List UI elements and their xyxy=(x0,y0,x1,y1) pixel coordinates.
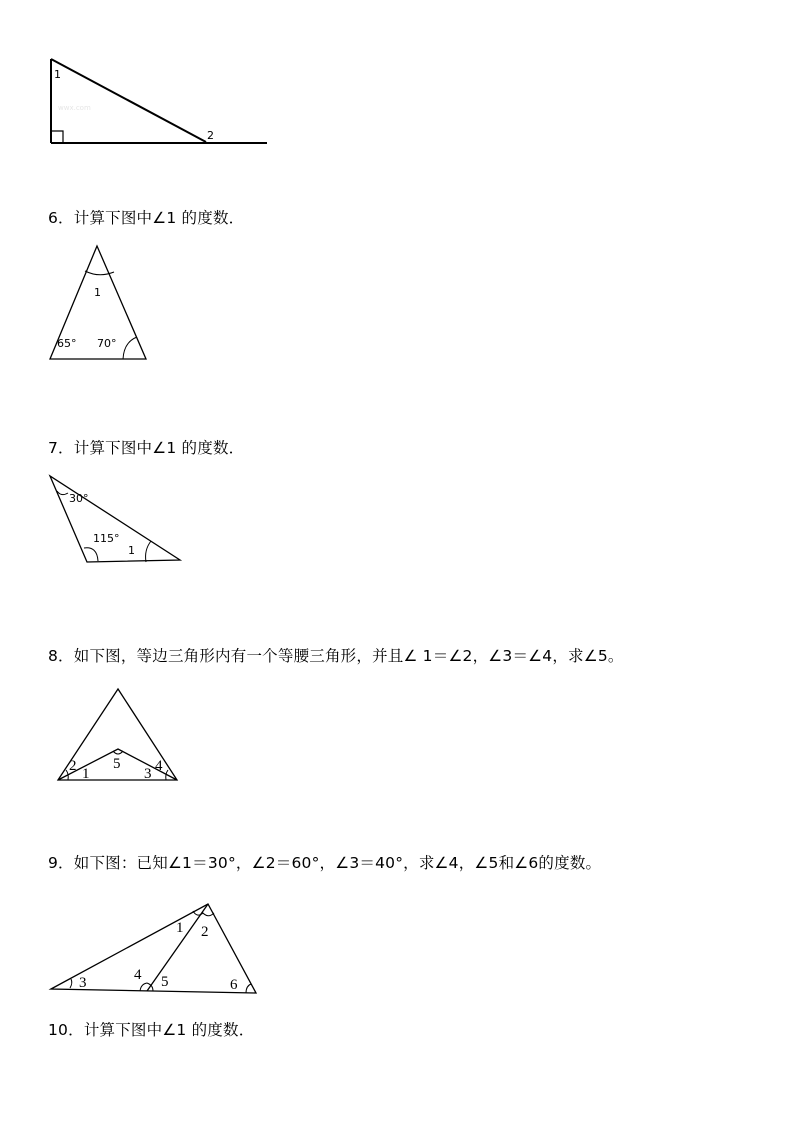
figure-q6-triangle xyxy=(0,230,794,370)
angle-1-label: 1 xyxy=(82,766,90,782)
figure-right-triangle xyxy=(0,0,794,160)
figure-q8-triangles xyxy=(0,680,794,790)
angle-2-label: 2 xyxy=(207,129,214,142)
angle-1-label: 1 xyxy=(176,920,184,936)
angle-1-label: 1 xyxy=(128,544,135,557)
question-10: 10．计算下图中∠1 的度数． xyxy=(48,1021,255,1039)
angle-6-label: 6 xyxy=(230,977,238,993)
angle-3-label: 3 xyxy=(144,766,152,782)
figure-q7-triangle xyxy=(0,465,794,575)
angle-5-label: 5 xyxy=(113,756,121,772)
figure-q9-triangles xyxy=(0,895,794,1000)
angle-3-label: 3 xyxy=(79,975,87,991)
question-9: 9．如下图：已知∠1＝30°，∠2＝60°，∠3＝40°，求∠4，∠5和∠6的度数。 xyxy=(48,854,602,872)
angle-70-label: 70° xyxy=(97,337,117,350)
angle-4-label: 4 xyxy=(134,967,142,983)
question-8: 8．如下图，等边三角形内有一个等腰三角形，并且∠ 1＝∠2，∠3＝∠4，求∠5。 xyxy=(48,647,624,665)
watermark: wwx.com xyxy=(58,104,91,112)
angle-5-label: 5 xyxy=(161,974,169,990)
angle-115-label: 115° xyxy=(93,532,120,545)
question-6: 6．计算下图中∠1 的度数． xyxy=(48,209,245,227)
angle-30-label: 30° xyxy=(69,492,89,505)
angle-2-label: 2 xyxy=(201,924,209,940)
question-7: 7．计算下图中∠1 的度数． xyxy=(48,439,245,457)
angle-4-label: 4 xyxy=(155,758,163,774)
angle-1-label: 1 xyxy=(54,68,61,81)
angle-2-label: 2 xyxy=(69,758,77,774)
angle-1-label: 1 xyxy=(94,286,101,299)
angle-65-label: 65° xyxy=(57,337,77,350)
